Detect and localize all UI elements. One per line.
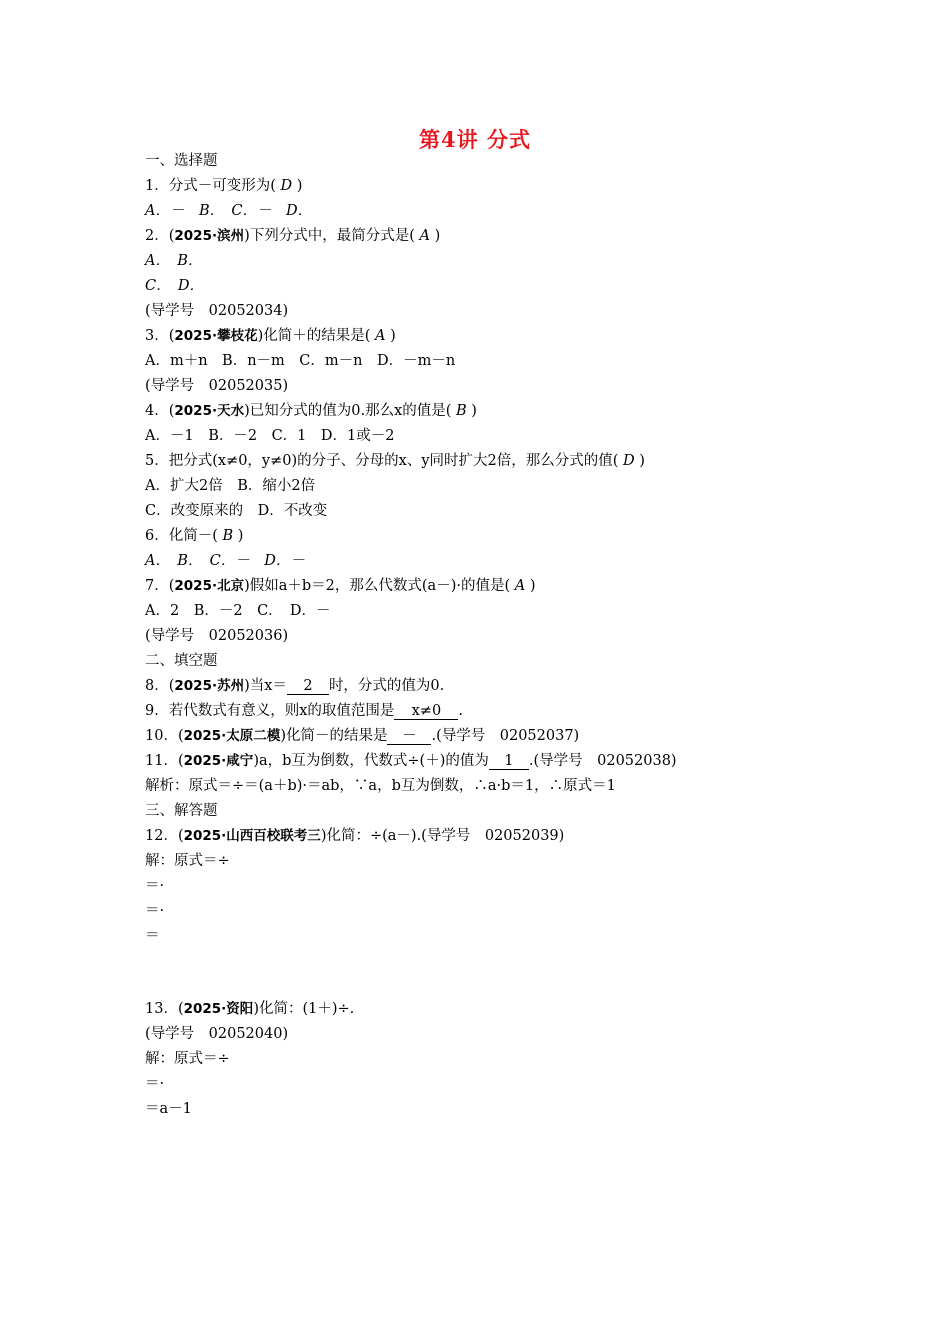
question-9-tail: . (458, 703, 464, 719)
question-1-options: A．－ B． C．－ D． (145, 203, 313, 219)
question-12-number: 12．( (145, 828, 184, 844)
question-6-close: ) (237, 528, 244, 544)
question-11-answer-blank: 1 (489, 753, 529, 770)
question-2-options-row2: C． D． (145, 278, 204, 294)
question-4-answer: B (456, 403, 467, 419)
question-9 (145, 701, 463, 721)
question-5-answer: D (623, 453, 635, 469)
question-7-answer: A (514, 578, 526, 594)
question-10-source: 2025·太原二模 (183, 728, 281, 744)
question-6 (145, 526, 243, 546)
question-11-analysis: 解析：原式＝÷＝(a＋b)·＝ab，∵a，b互为倒数，∴a·b＝1，∴原式＝1 (145, 778, 616, 794)
question-3-number: 3．( (145, 328, 175, 344)
question-7-number: 7．( (145, 578, 175, 594)
question-13 (145, 999, 354, 1019)
question-7-source: 2025·北京 (174, 578, 245, 594)
question-11-source: 2025·咸宁 (183, 753, 254, 769)
question-10-tail: .(导学号 02052037) (431, 728, 580, 744)
question-2-guide-number: (导学号 02052034) (145, 303, 289, 319)
question-3-stem: )化简＋的结果是( (257, 328, 371, 344)
question-4-close: ) (471, 403, 477, 419)
question-11-stem: )a，b互为倒数，代数式÷(＋)的值为 (253, 753, 489, 769)
question-8-answer-blank: 2 (287, 678, 329, 695)
question-11-number: 11．( (145, 753, 184, 769)
question-12-solution-line-4: ＝ (145, 928, 160, 944)
question-5-stem: 5．把分式(x≠0，y≠0)的分子、分母的x、y同时扩大2倍，那么分式的值( (145, 453, 619, 469)
question-3-options: A．m＋n B．n－m C．m－n D．－m－n (145, 353, 456, 369)
question-12-solution-line-1: 解：原式＝÷ (145, 853, 230, 869)
question-3 (145, 326, 396, 346)
question-1-answer: D (280, 178, 293, 194)
question-8-tail: 时，分式的值为0. (328, 678, 445, 694)
section-heading-solve: 三、解答题 (145, 803, 218, 819)
question-1-stem: 1．分式－可变形为( (145, 178, 276, 194)
question-4-number: 4．( (145, 403, 175, 419)
question-13-stem: )化简：(1＋)÷. (253, 1001, 355, 1017)
question-7 (145, 576, 536, 596)
question-7-guide-number: (导学号 02052036) (145, 628, 289, 644)
question-13-solution-line-1: 解：原式＝÷ (145, 1051, 230, 1067)
question-13-solution-line-3: ＝a－1 (145, 1101, 192, 1117)
question-2-source: 2025·滨州 (174, 228, 245, 244)
question-5-options-row2: C．改变原来的 D．不改变 (145, 503, 328, 519)
question-13-solution-line-2: ＝· (145, 1076, 165, 1092)
question-3-close: ) (390, 328, 396, 344)
question-7-stem: )假如a＋b＝2，那么代数式(a－)·的值是( (244, 578, 511, 594)
question-12-source: 2025·山西百校联考三 (183, 828, 321, 844)
question-9-stem: 9．若代数式有意义，则x的取值范围是 (145, 703, 395, 719)
section-heading-fill: 二、填空题 (145, 653, 218, 669)
section-heading-choice: 一、选择题 (145, 153, 218, 169)
question-2-stem: )下列分式中，最简分式是( (244, 228, 415, 244)
question-6-options: A． B． C．－ D．－ (145, 553, 305, 569)
question-6-answer: B (222, 528, 234, 544)
question-4 (145, 401, 477, 421)
question-3-source: 2025·攀枝花 (174, 328, 258, 344)
question-3-guide-number: (导学号 02052035) (145, 378, 289, 394)
question-3-answer: A (375, 328, 386, 344)
question-12 (145, 826, 564, 846)
question-1-close: ) (296, 178, 303, 194)
question-7-close: ) (529, 578, 536, 594)
question-10-answer-blank: － (387, 728, 431, 745)
question-2 (145, 226, 440, 246)
question-13-guide-number: (导学号 02052040) (145, 1026, 289, 1042)
question-4-source: 2025·天水 (174, 403, 245, 419)
question-4-options: A．－1 B．－2 C．1 D．1或－2 (145, 428, 395, 444)
question-2-close: ) (434, 228, 441, 244)
question-8-stem: )当x＝ (244, 678, 287, 694)
question-10-stem: )化简－的结果是 (280, 728, 388, 744)
page-title: 第4讲 分式 (419, 127, 531, 152)
question-12-solution-line-3: ＝· (145, 903, 165, 919)
question-7-options: A．2 B．－2 C． D．－ (145, 603, 331, 619)
question-5-close: ) (639, 453, 645, 469)
question-1 (145, 176, 302, 196)
question-11-tail: .(导学号 02052038) (528, 753, 677, 769)
question-10 (145, 726, 579, 746)
question-12-stem: )化简：÷(a－).(导学号 02052039) (320, 828, 565, 844)
question-5 (145, 451, 645, 471)
question-2-number: 2．( (145, 228, 175, 244)
question-8 (145, 676, 444, 696)
question-10-number: 10．( (145, 728, 184, 744)
question-9-answer-blank: x≠0 (394, 703, 458, 720)
question-8-number: 8．( (145, 678, 175, 694)
question-13-source: 2025·资阳 (183, 1001, 254, 1017)
question-11 (145, 751, 677, 771)
question-13-number: 13．( (145, 1001, 184, 1017)
question-2-answer: A (419, 228, 431, 244)
question-2-options-row1: A． B． (145, 253, 203, 269)
question-6-stem: 6．化简－( (145, 528, 218, 544)
question-12-solution-line-2: ＝· (145, 878, 165, 894)
question-5-options-row1: A．扩大2倍 B．缩小2倍 (145, 478, 316, 494)
question-8-source: 2025·苏州 (174, 678, 245, 694)
question-4-stem: )已知分式的值为0.那么x的值是( (244, 403, 452, 419)
